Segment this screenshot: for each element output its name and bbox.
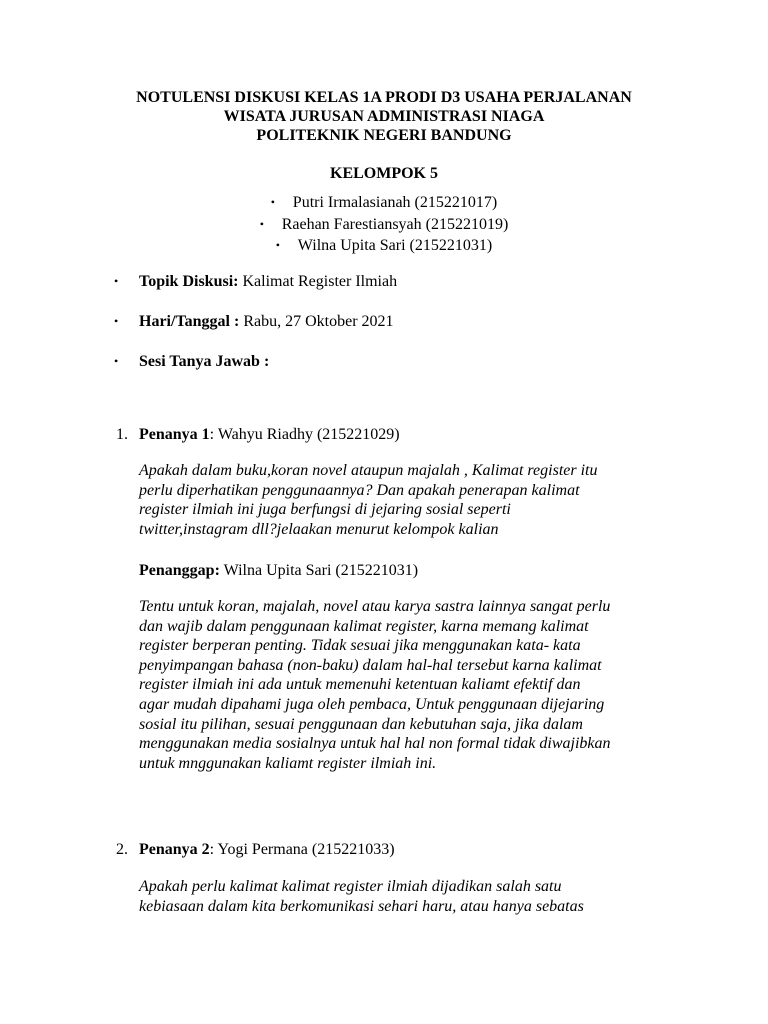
text-line: Apakah dalam buku,koran novel ataupun majalah , Kalimat register itu	[139, 462, 598, 479]
question-number: 2.	[116, 841, 128, 858]
topic-value: Kalimat Register Ilmiah	[238, 273, 398, 290]
responder-value: Wilna Upita Sari (215221031)	[219, 562, 419, 579]
bullet-icon: •	[114, 274, 119, 288]
topic-label: Topik Diskusi:	[139, 273, 239, 290]
title-line-3: POLITEKNIK NEGERI BANDUNG	[256, 127, 512, 144]
responder-label: Penanggap:	[139, 562, 220, 579]
asker-label: Penanya 2	[139, 841, 210, 858]
answer-1-text	[139, 597, 684, 773]
member-name: Raehan Farestiansyah (215221019)	[281, 215, 509, 233]
bullet-icon: •	[114, 354, 119, 368]
member-item	[0, 214, 768, 236]
member-item	[0, 235, 768, 257]
bullet-icon: •	[259, 216, 264, 231]
text-line: agar mudah dipahami juga oleh pembaca, Untuk penggunaan dijejaring	[139, 695, 605, 713]
text-line: register ilmiah ini ada untuk memenuhi ketentuan kaliamt efektif dan	[139, 676, 581, 694]
member-name: Wilna Upita Sari (215221031)	[297, 237, 493, 254]
text-line: register ilmiah ini juga berfungsi di jejaring sosial seperti	[139, 501, 511, 519]
question-1-heading	[116, 425, 400, 445]
bullet-icon: •	[114, 314, 119, 328]
date-item	[114, 311, 394, 332]
text-line: twitter,instagram dll?jelaakan menurut kelompok kalian	[139, 520, 499, 538]
bullet-icon: •	[270, 195, 275, 209]
member-name: Putri Irmalasianah (215221017)	[292, 194, 498, 211]
title-line-1: NOTULENSI DISKUSI KELAS 1A PRODI D3 USAHA PERJALANAN	[136, 89, 632, 106]
question-number: 1.	[116, 426, 128, 443]
question-2-heading	[116, 840, 395, 860]
text-line: sosial itu pilihan, sesuai penggunaan dan kebutuhan saja, jika dalam	[139, 715, 583, 733]
text-line: menggunakan media sosialnya untuk hal hal non formal tidak diwajibkan	[139, 735, 611, 753]
document-title	[0, 88, 768, 145]
text-line: dan wajib dalam penggunaan kalimat register, karna memang kalimat	[139, 617, 589, 635]
member-list	[0, 192, 768, 257]
asker-value: : Yogi Permana (215221033)	[209, 841, 395, 858]
bullet-icon: •	[275, 238, 280, 252]
member-item	[0, 192, 768, 214]
asker-label: Penanya 1	[139, 426, 210, 443]
text-line: Apakah perlu kalimat kalimat register ilmiah dijadikan salah satu	[139, 878, 562, 895]
text-line: Tentu untuk koran, majalah, novel atau karya sastra lainnya sangat perlu	[139, 598, 611, 615]
text-line: penyimpangan bahasa (non-baku) dalam hal-hal tersebut karna kalimat	[139, 656, 602, 674]
text-line: register berperan penting. Tidak sesuai jika menggunakan kata- kata	[139, 637, 581, 655]
date-value: Rabu, 27 Oktober 2021	[239, 313, 394, 330]
topic-item	[114, 271, 397, 292]
qa-session-item	[114, 351, 269, 372]
date-label: Hari/Tanggal :	[139, 313, 240, 330]
text-line: perlu diperhatikan penggunaannya? Dan apakah penerapan kalimat	[139, 481, 580, 499]
asker-value: : Wahyu Riadhy (215221029)	[209, 426, 400, 443]
question-2-text	[139, 877, 684, 916]
text-line: untuk mnggunakan kaliamt register ilmiah ini.	[139, 754, 437, 772]
responder-1	[139, 561, 418, 581]
group-heading: KELOMPOK 5	[330, 165, 438, 182]
question-1-text	[139, 461, 684, 539]
text-line: kebiasaan dalam kita berkomunikasi sehari haru, atau hanya sebatas	[139, 897, 584, 915]
qa-session-label: Sesi Tanya Jawab :	[139, 353, 270, 370]
title-line-2: WISATA JURUSAN ADMINISTRASI NIAGA	[223, 108, 545, 125]
